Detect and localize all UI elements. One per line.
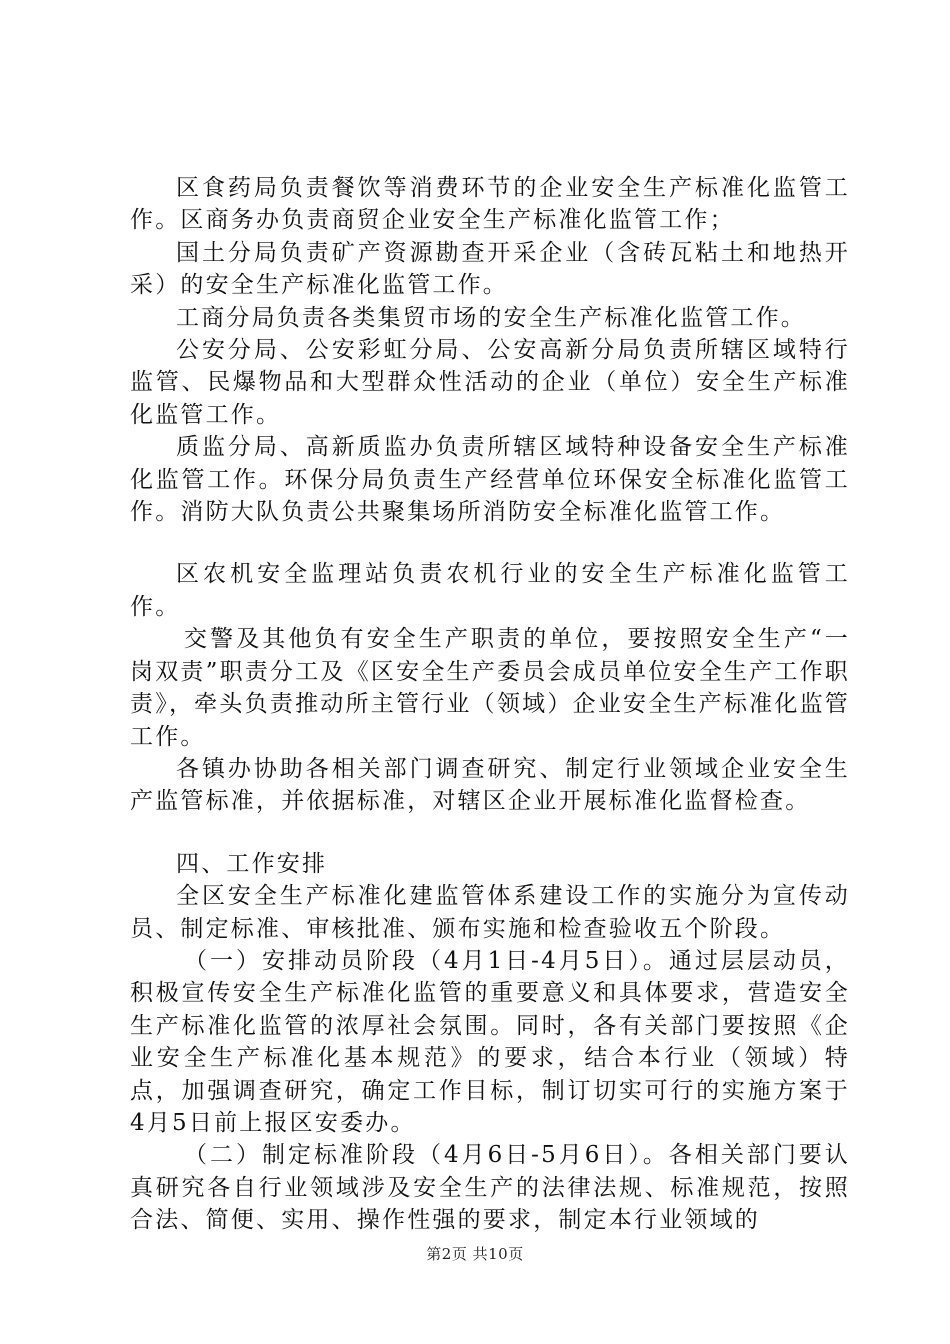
paragraph-towns: 各镇办协助各相关部门调查研究、制定行业领域企业安全生产监管标准，并依据标准，对辖区企业开展标准化监督检查。 — [130, 755, 850, 815]
paragraph-stage-one: （一）安排动员阶段（4月1日-4月5日）。通过层层动员，积极宣传安全生产标准化监管的重要意义和具体要求，营造安全生产标准化监管的浓厚社会氛围。同时，各有关部门要按照《企业安全生产标准化基本规范》的要求，结合本行业（领域）特点，加强调查研究，确定工作目标，制订切实可行的实施方案于4月5日前上报区安委办。 — [130, 947, 850, 1136]
paragraph-stages-overview: 全区安全生产标准化建监管体系建设工作的实施分为宣传动员、制定标准、审核批准、颁布实施和检查验收五个阶段。 — [130, 883, 850, 942]
paragraph-traffic-police: 交警及其他负有安全生产职责的单位，要按照安全生产“一岗双责”职责分工及《区安全生产委员会成员单位安全生产工作职责》，牵头负责推动所主管行业（领域）企业安全生产标准化监管工作。 — [130, 626, 850, 750]
paragraph-gap — [130, 818, 850, 848]
paragraph-gap — [130, 528, 850, 558]
section-heading-work-arrangement: 四、工作安排 — [176, 850, 328, 877]
paragraph-industry-commerce: 工商分局负责各类集贸市场的安全生产标准化监管工作。 — [176, 304, 806, 331]
paragraph-public-security: 公安分局、公安彩虹分局、公安高新分局负责所辖区域特行监管、民爆物品和大型群众性活动的企业（单位）安全生产标准化监管工作。 — [130, 337, 850, 428]
paragraph-land-resources: 国土分局负责矿产资源勘查开采企业（含砖瓦粘土和地热开采）的安全生产标准化监管工作。 — [130, 239, 850, 299]
paragraph-agri-machinery: 区农机安全监理站负责农机行业的安全生产标准化监管工作。 — [130, 561, 850, 620]
paragraph-quality-supervision: 质监分局、高新质监办负责所辖区域特种设备安全生产标准化监管工作。环保分局负责生产经营单位环保安全标准化监管工作。消防大队负责公共聚集场所消防安全标准化监管工作。 — [130, 434, 850, 526]
paragraph-stage-two: （二）制定标准阶段（4月6日-5月6日）。各相关部门要认真研究各自行业领域涉及安全生产的法律法规、标准规范，按照合法、简便、实用、操作性强的要求，制定本行业领域的 — [130, 1142, 850, 1234]
paragraph-food-drug: 区食药局负责餐饮等消费环节的企业安全生产标准化监管工作。区商务办负责商贸企业安全生产标准化监管工作； — [130, 175, 850, 234]
document-body — [130, 172, 850, 1237]
page-footer: 第2页 共10页 — [426, 1245, 524, 1263]
